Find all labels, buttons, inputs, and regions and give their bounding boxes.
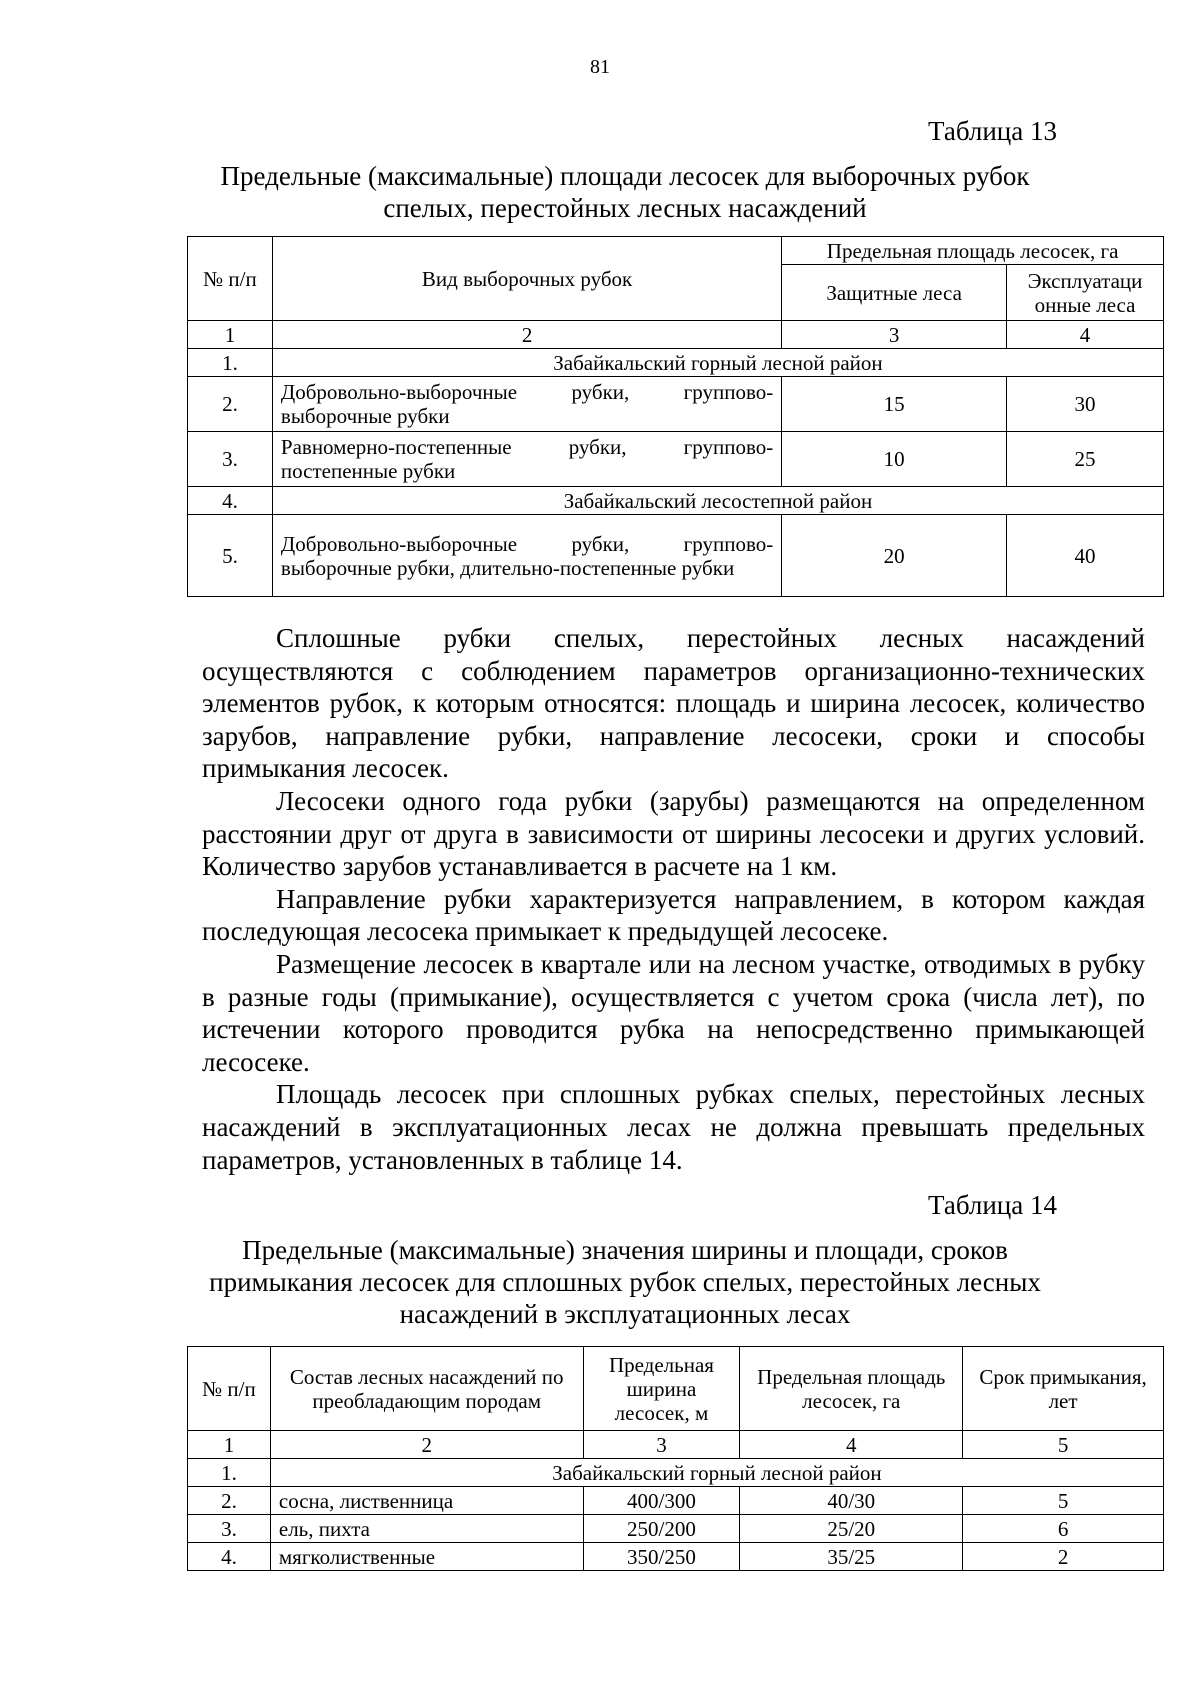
cutting-type: Равномерно-постепенные рубки, группово-постепенные рубки — [272, 432, 781, 487]
table14-colnum: 3 — [583, 1431, 740, 1459]
table14-title-line3: насаждений в эксплуатационных лесах — [399, 1299, 851, 1329]
table-row — [188, 349, 1164, 377]
table14 — [187, 1346, 1164, 1571]
row-num: 1. — [188, 1459, 271, 1487]
table14-colnum: 1 — [188, 1431, 271, 1459]
table14-colnum: 5 — [963, 1431, 1164, 1459]
area-value: 25/20 — [740, 1515, 963, 1543]
body-text — [202, 622, 1145, 1176]
table13-header-protective: Защитные леса — [782, 265, 1007, 321]
table-row — [188, 432, 1164, 487]
row-num: 2. — [188, 1487, 271, 1515]
table13-colnum: 1 — [188, 321, 273, 349]
width-value: 400/300 — [583, 1487, 740, 1515]
width-value: 350/250 — [583, 1543, 740, 1571]
table13-colnum: 4 — [1007, 321, 1164, 349]
region-section: Забайкальский лесостепной район — [272, 487, 1163, 515]
table14-header-width: Предельная ширина лесосек, м — [583, 1347, 740, 1431]
table14-title-line2: примыкания лесосек для сплошных рубок спелых, перестойных лесных — [209, 1267, 1041, 1297]
table14-header-num: № п/п — [188, 1347, 271, 1431]
paragraph: Площадь лесосек при сплошных рубках спелых, перестойных лесных насаждений в эксплуатационных лесах не должна превышать предельных параметров, установленных в таблице 14. — [202, 1079, 1145, 1175]
cutting-type: Добровольно-выборочные рубки, группово-выборочные рубки, длительно-постепенные рубки — [272, 515, 781, 597]
region-section: Забайкальский горный лесной район — [272, 349, 1163, 377]
paragraph: Лесосеки одного года рубки (зарубы) размещаются на определенном расстоянии друг от друга в зависимости от ширины лесосеки и других условий. Количество зарубов устанавливается в расчете на 1 км. — [202, 785, 1145, 882]
row-num: 3. — [188, 1515, 271, 1543]
table13-header-num: № п/п — [188, 237, 273, 321]
table14-colnum: 2 — [270, 1431, 583, 1459]
table14-colnum: 4 — [740, 1431, 963, 1459]
table14-caption: Таблица 14 — [928, 1190, 1057, 1220]
table14-title — [190, 1234, 1060, 1330]
table-row — [188, 1515, 1164, 1543]
table13-colnum: 2 — [272, 321, 781, 349]
term-value: 6 — [963, 1515, 1164, 1543]
table-row — [188, 377, 1164, 432]
table13-title — [190, 160, 1060, 224]
row-num: 1. — [188, 349, 273, 377]
exploitation-value: 30 — [1007, 377, 1164, 432]
cutting-type: Добровольно-выборочные рубки, группово-выборочные рубки — [272, 377, 781, 432]
table14-header-composition: Состав лесных насаждений по преобладающим породам — [270, 1347, 583, 1431]
paragraph: Сплошные рубки спелых, перестойных лесных насаждений осуществляются с соблюдением параметров организационно-технических элементов рубок, к которым относятся: площадь и ширина лесосек, количество зарубов, направление рубки, направление лесосеки, сроки и способы примыкания лесосек. — [202, 623, 1145, 784]
table-row — [188, 1543, 1164, 1571]
row-num: 4. — [188, 1543, 271, 1571]
table-row — [188, 1487, 1164, 1515]
composition-value: мягколиственные — [270, 1543, 583, 1571]
row-num: 4. — [188, 487, 273, 515]
protective-value: 20 — [782, 515, 1007, 597]
term-value: 5 — [963, 1487, 1164, 1515]
region-section: Забайкальский горный лесной район — [270, 1459, 1163, 1487]
table13-colnum: 3 — [782, 321, 1007, 349]
exploitation-value: 25 — [1007, 432, 1164, 487]
composition-value: ель, пихта — [270, 1515, 583, 1543]
table14-title-line1: Предельные (максимальные) значения ширины и площади, сроков — [242, 1235, 1008, 1265]
area-value: 35/25 — [740, 1543, 963, 1571]
table-row — [188, 487, 1164, 515]
page-number: 81 — [590, 56, 610, 78]
paragraph: Размещение лесосек в квартале или на лесном участке, отводимых в рубку в разные годы (примыкание), осуществляется с учетом срока (числа лет), по истечении которого проводится рубка на непосредственно примыкающей лесосеке. — [202, 948, 1145, 1077]
term-value: 2 — [963, 1543, 1164, 1571]
row-num: 5. — [188, 515, 273, 597]
area-value: 40/30 — [740, 1487, 963, 1515]
table13-title-line1: Предельные (максимальные) площади лесосек для выборочных рубок — [220, 161, 1030, 191]
table14-header-term: Срок примыкания, лет — [963, 1347, 1164, 1431]
protective-value: 15 — [782, 377, 1007, 432]
table13-caption: Таблица 13 — [928, 116, 1057, 146]
exploitation-value: 40 — [1007, 515, 1164, 597]
composition-value: сосна, лиственница — [270, 1487, 583, 1515]
table14-header-area: Предельная площадь лесосек, га — [740, 1347, 963, 1431]
table13-header-area: Предельная площадь лесосек, га — [782, 237, 1164, 265]
table13-header-exploitation: Эксплуатаци онные леса — [1007, 265, 1164, 321]
table13 — [187, 236, 1164, 597]
table13-header-type: Вид выборочных рубок — [272, 237, 781, 321]
protective-value: 10 — [782, 432, 1007, 487]
paragraph: Направление рубки характеризуется направлением, в котором каждая последующая лесосека примыкает к предыдущей лесосеке. — [202, 883, 1145, 947]
table-row — [188, 515, 1164, 597]
row-num: 2. — [188, 377, 273, 432]
row-num: 3. — [188, 432, 273, 487]
width-value: 250/200 — [583, 1515, 740, 1543]
table13-title-line2: спелых, перестойных лесных насаждений — [383, 193, 867, 223]
table-row — [188, 1459, 1164, 1487]
